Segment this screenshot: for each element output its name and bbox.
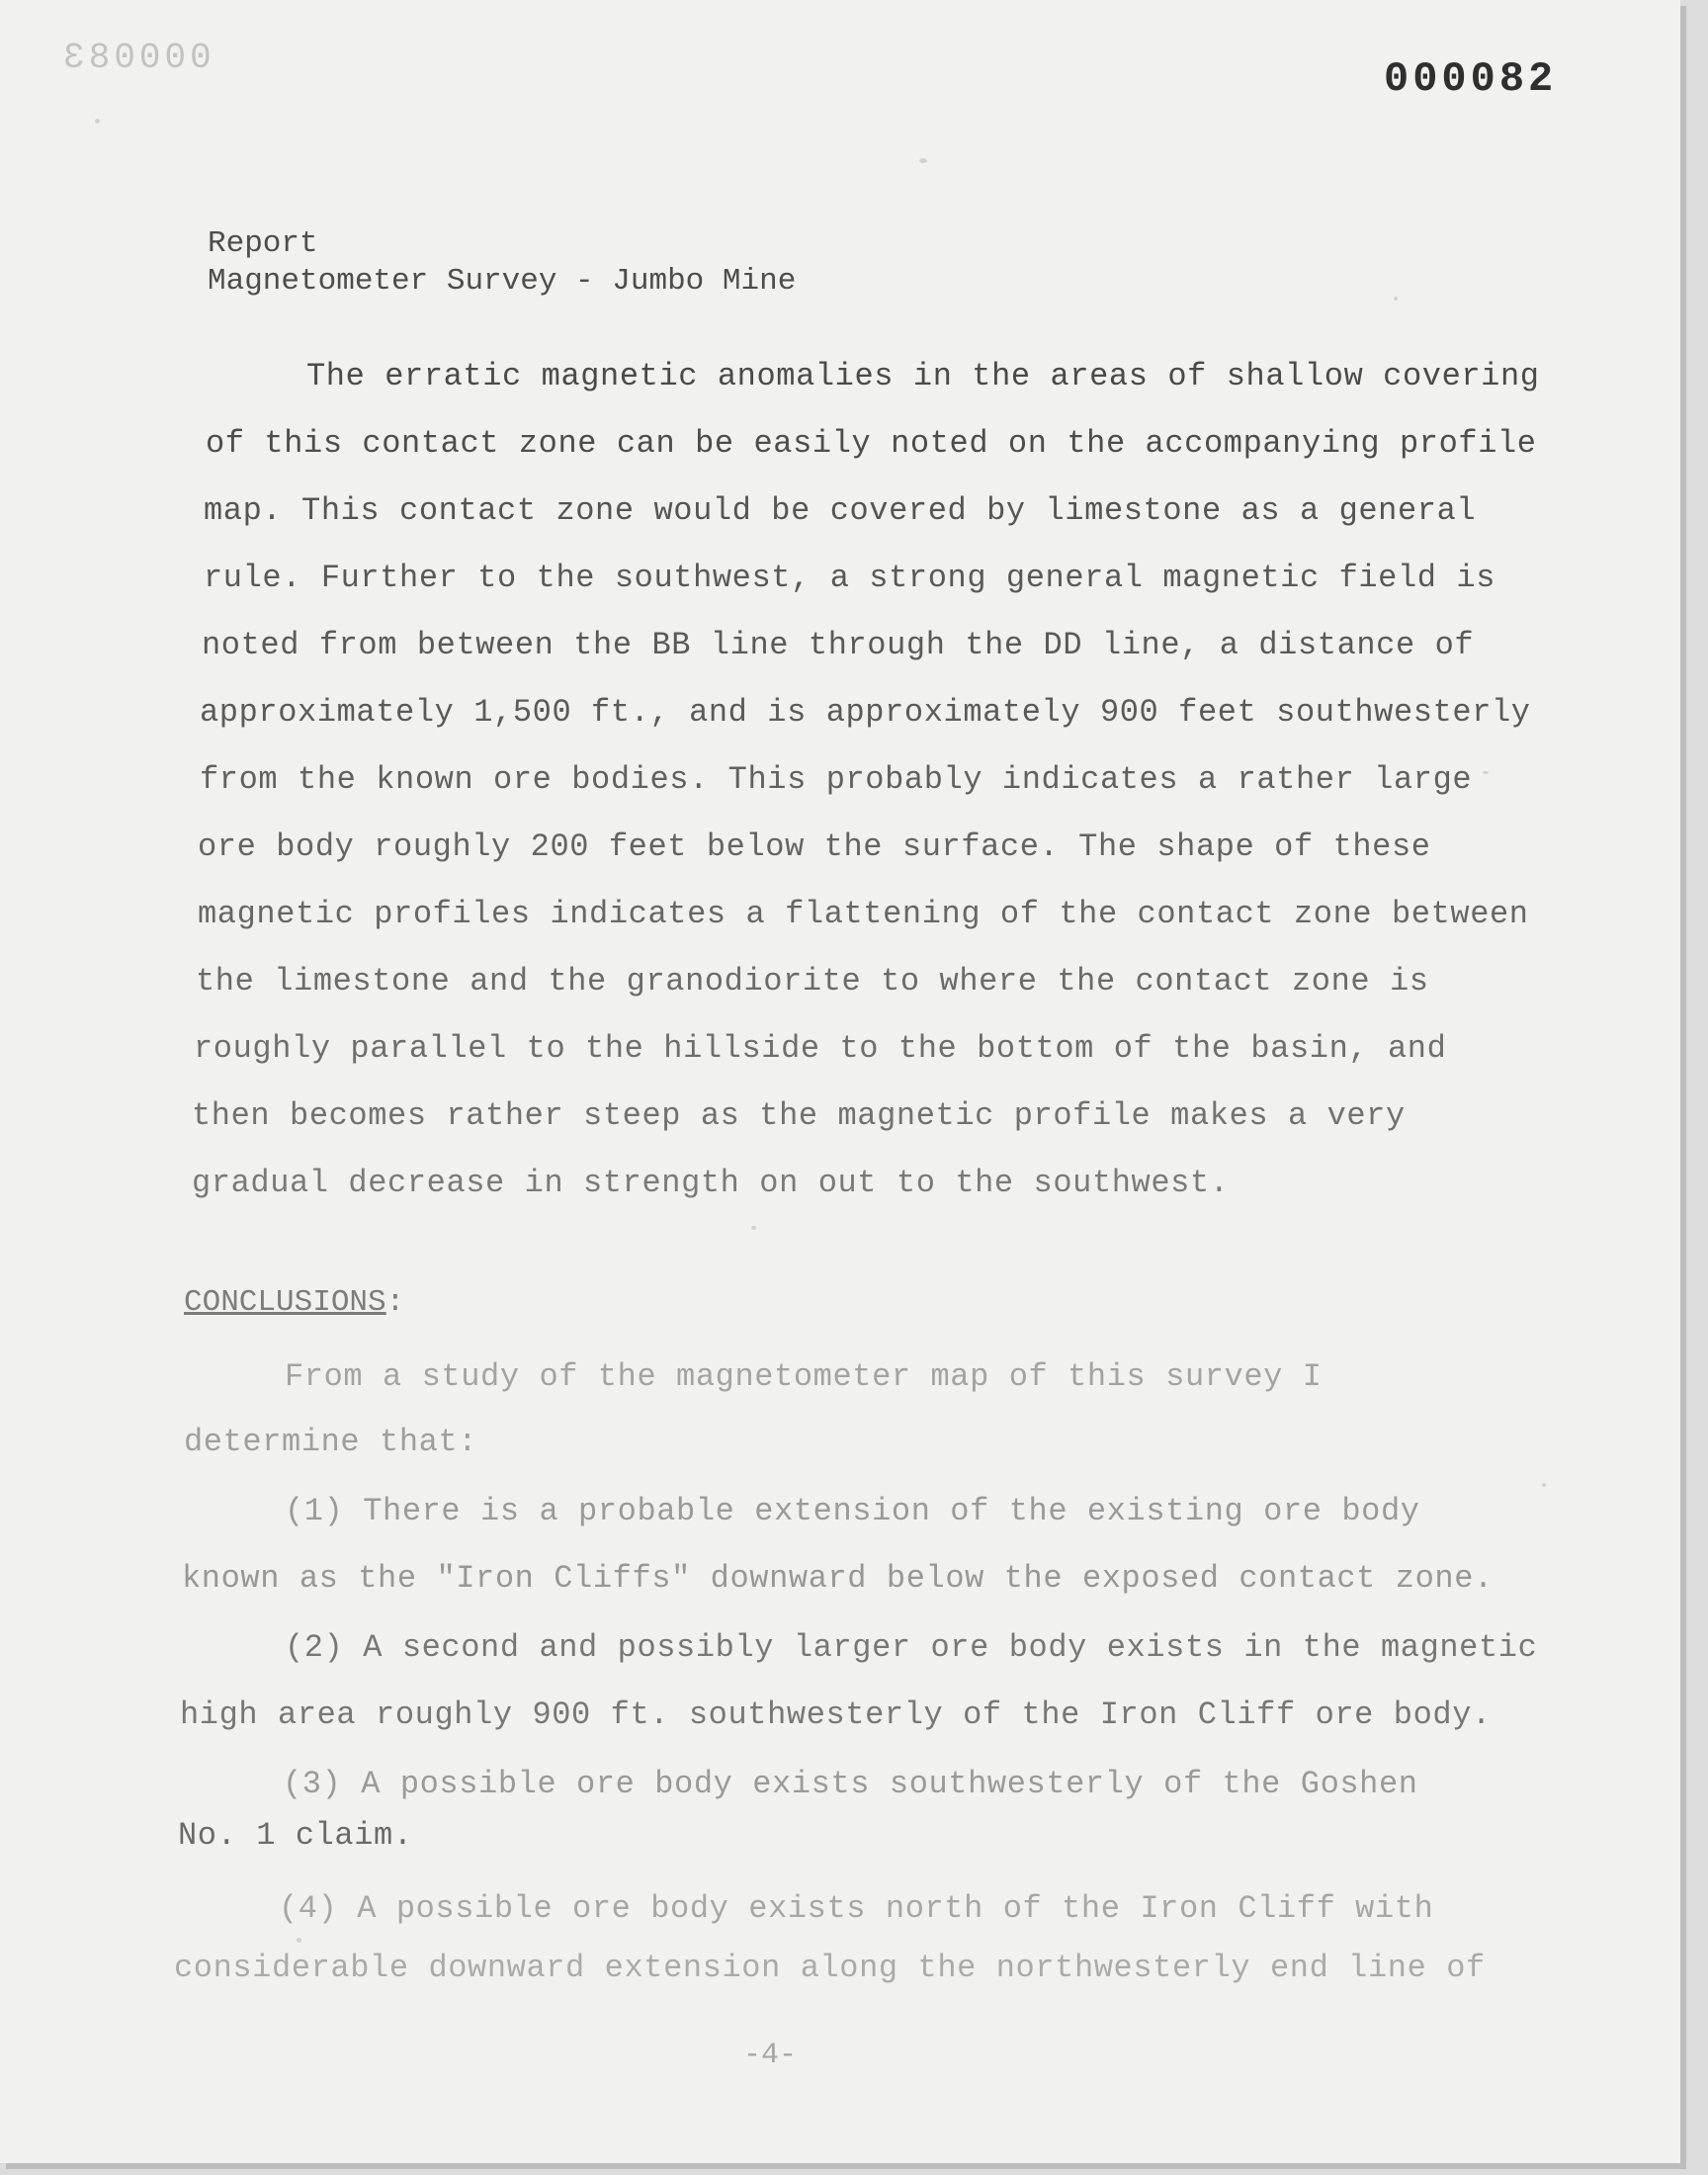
paragraph-line: gradual decrease in strength on out to the southwest. [192, 1165, 1230, 1201]
conclusions-heading-colon: : [385, 1285, 405, 1320]
footer-page-number: -4- [743, 2039, 798, 2072]
conclusion-line: high area roughly 900 ft. southwesterly of the Iron Cliff ore body. [180, 1696, 1492, 1733]
paragraph-line: of this contact zone can be easily noted on the accompanying profile [206, 425, 1537, 462]
conclusions-heading-text: CONCLUSIONS [184, 1285, 386, 1320]
paragraph-line: noted from between the BB line through the DD line, a distance of [202, 627, 1475, 663]
conclusion-line: No. 1 claim. [178, 1817, 413, 1854]
paragraph-line: roughly parallel to the hillside to the bottom of the basin, and [194, 1030, 1447, 1067]
conclusion-line: (2) A second and possibly larger ore body exists in the magnetic [285, 1629, 1538, 1666]
conclusion-line: considerable downward extension along the northwesterly end line of [174, 1950, 1486, 1986]
conclusions-heading [184, 1285, 404, 1320]
header-title: Magnetometer Survey - Jumbo Mine [208, 264, 797, 299]
paragraph-line: ore body roughly 200 feet below the surface. The shape of these [198, 828, 1431, 865]
conclusion-line: (1) There is a probable extension of the existing ore body [285, 1493, 1420, 1529]
mirrored-document-number: 000083 [59, 38, 212, 78]
paragraph-line: then becomes rather steep as the magnetic profile makes a very [192, 1097, 1406, 1134]
document-number: 000082 [1384, 55, 1558, 103]
paragraph-line: map. This contact zone would be covered by limestone as a general [204, 492, 1477, 529]
conclusion-line: (3) A possible ore body exists southwesterly of the Goshen [283, 1766, 1418, 1802]
conclusion-line: determine that: [184, 1424, 478, 1460]
conclusion-line: From a study of the magnetometer map of this survey I [285, 1358, 1323, 1395]
paragraph-line: the limestone and the granodiorite to where the contact zone is [196, 963, 1429, 1000]
paragraph-line: rule. Further to the southwest, a strong general magnetic field is [204, 560, 1496, 596]
conclusion-line: known as the "Iron Cliffs" downward below the exposed contact zone. [182, 1560, 1494, 1597]
paragraph-line: approximately 1,500 ft., and is approximately 900 feet southwesterly [200, 694, 1531, 731]
paragraph-line: magnetic profiles indicates a flattening of the contact zone between [198, 896, 1529, 932]
header-label: Report [208, 226, 318, 261]
paragraph-line: from the known ore bodies. This probably indicates a rather large [200, 761, 1473, 798]
conclusion-line: (4) A possible ore body exists north of the Iron Cliff with [279, 1890, 1434, 1927]
paragraph-line: The erratic magnetic anomalies in the areas of shallow covering [306, 358, 1540, 394]
